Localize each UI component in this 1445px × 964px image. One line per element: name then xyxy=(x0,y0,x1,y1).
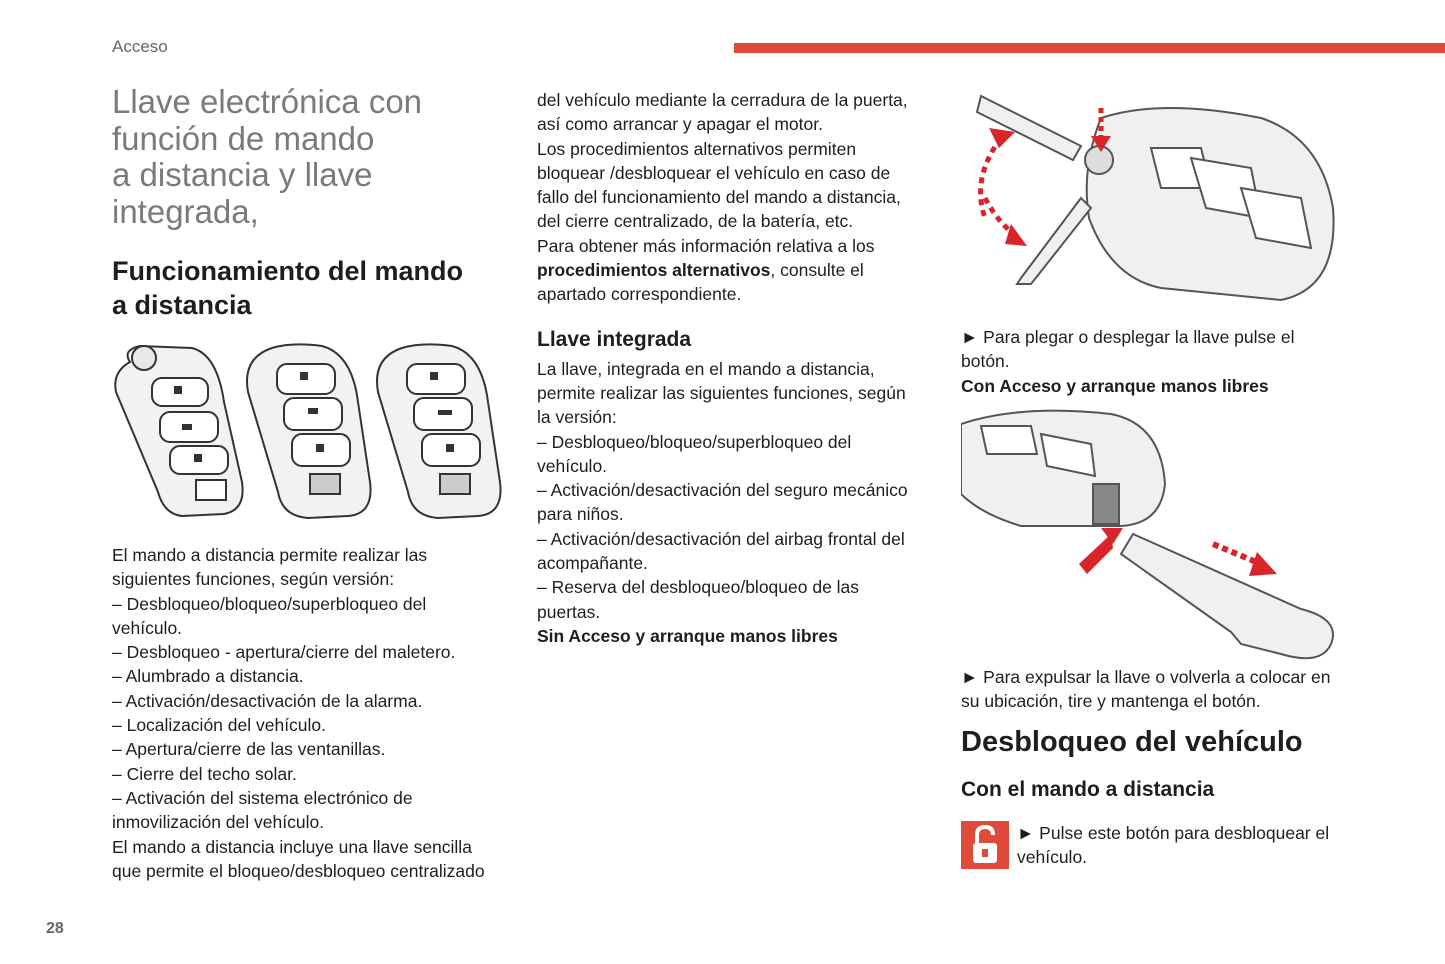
text-line: fallo del funcionamiento del mando a distancia, xyxy=(537,187,901,208)
list-item: – Cierre del techo solar. xyxy=(112,763,297,784)
page-number: 28 xyxy=(46,920,64,937)
text-line: su ubicación, tire y mantenga el botón. xyxy=(961,691,1261,712)
eject-note xyxy=(961,665,1361,714)
text-line: permite realizar las siguientes funciones, según xyxy=(537,382,906,403)
list-item: – Activación/desactivación de la alarma. xyxy=(112,690,423,711)
text-line: apartado correspondiente. xyxy=(537,284,742,305)
text-line: vehículo. xyxy=(1017,847,1088,868)
text-line: la versión: xyxy=(537,407,617,428)
heading-line: Funcionamiento del mando xyxy=(112,256,464,286)
list-item: – Reserva del desbloqueo/bloqueo de las xyxy=(537,577,860,598)
header-accent-bar xyxy=(734,43,1445,53)
title-line: Llave electrónica con xyxy=(112,83,423,120)
fold-note xyxy=(961,325,1361,398)
list-item: – Activación/desactivación del airbag frontal del xyxy=(537,528,905,549)
title-line: a distancia y llave xyxy=(112,156,373,193)
list-item: vehículo. xyxy=(112,617,183,638)
bold-note: Sin Acceso y arranque manos libres xyxy=(537,625,838,646)
text-fragment: , consulte el xyxy=(770,260,864,281)
unlock-icon xyxy=(961,821,1009,869)
text-line: ► Para plegar o desplegar la llave pulse el xyxy=(961,327,1295,347)
list-item: inmovilización del vehículo. xyxy=(112,812,325,833)
text-line: siguientes funciones, según versión: xyxy=(112,569,395,590)
bold-term: procedimientos alternativos xyxy=(537,260,771,281)
list-item: – Localización del vehículo. xyxy=(112,715,327,736)
text-line: La llave, integrada en el mando a distancia, xyxy=(537,358,875,379)
unlock-heading: Desbloqueo del vehículo xyxy=(961,726,1303,759)
title-line: integrada, xyxy=(112,192,259,230)
text-line: que permite el bloqueo/desbloqueo centralizado xyxy=(112,860,485,881)
page-title xyxy=(112,84,512,230)
section-label: Acceso xyxy=(112,37,168,56)
text-line: bloquear /desbloquear el vehículo en caso de xyxy=(537,162,891,183)
column-2 xyxy=(537,88,937,648)
text-line: Para obtener más información relativa a los xyxy=(537,235,875,256)
list-item: – Alumbrado a distancia. xyxy=(112,666,304,687)
list-item: – Desbloqueo/bloqueo/superbloqueo del xyxy=(112,593,427,614)
list-item: – Desbloqueo/bloqueo/superbloqueo del xyxy=(537,431,852,452)
text-line: ► Para expulsar la llave o volverla a colocar en xyxy=(961,666,1331,687)
text-line: del cierre centralizado, de la batería, etc. xyxy=(537,211,854,232)
column-3 xyxy=(961,88,1361,803)
list-item: acompañante. xyxy=(537,553,648,574)
text-line: El mando a distancia permite realizar las xyxy=(112,545,428,565)
section-heading xyxy=(112,254,512,322)
unlock-instruction xyxy=(1017,821,1362,870)
eject-key-illustration xyxy=(961,404,1341,669)
list-item: – Apertura/cierre de las ventanillas. xyxy=(112,739,386,760)
list-item: – Activación/desactivación del seguro mecánico xyxy=(537,480,908,501)
remote-subheading: Con el mando a distancia xyxy=(961,778,1215,802)
list-item: – Activación del sistema electrónico de xyxy=(112,787,413,808)
bold-note: Con Acceso y arranque manos libres xyxy=(961,375,1269,396)
column-1 xyxy=(112,84,512,883)
list-item: – Desbloqueo - apertura/cierre del maletero. xyxy=(112,642,456,663)
text-line: Los procedimientos alternativos permiten xyxy=(537,138,857,159)
remote-functions-text xyxy=(112,543,512,883)
text-line: botón. xyxy=(961,351,1010,372)
text-line: del vehículo mediante la cerradura de la puerta, xyxy=(537,90,908,110)
text-line: El mando a distancia incluye una llave sencilla xyxy=(112,836,472,857)
list-item: vehículo. xyxy=(537,455,608,476)
title-line: función de mando xyxy=(112,119,375,157)
list-item: puertas. xyxy=(537,601,601,622)
list-item: para niños. xyxy=(537,504,624,525)
folding-key-illustration xyxy=(961,88,1341,313)
remote-keys-illustration xyxy=(112,342,507,520)
text-line xyxy=(537,258,937,282)
text-line: ► Pulse este botón para desbloquear el xyxy=(1017,823,1330,843)
integrated-key-heading: Llave integrada xyxy=(537,327,692,351)
text-line: así como arrancar y apagar el motor. xyxy=(537,114,823,135)
heading-line: a distancia xyxy=(112,290,252,320)
